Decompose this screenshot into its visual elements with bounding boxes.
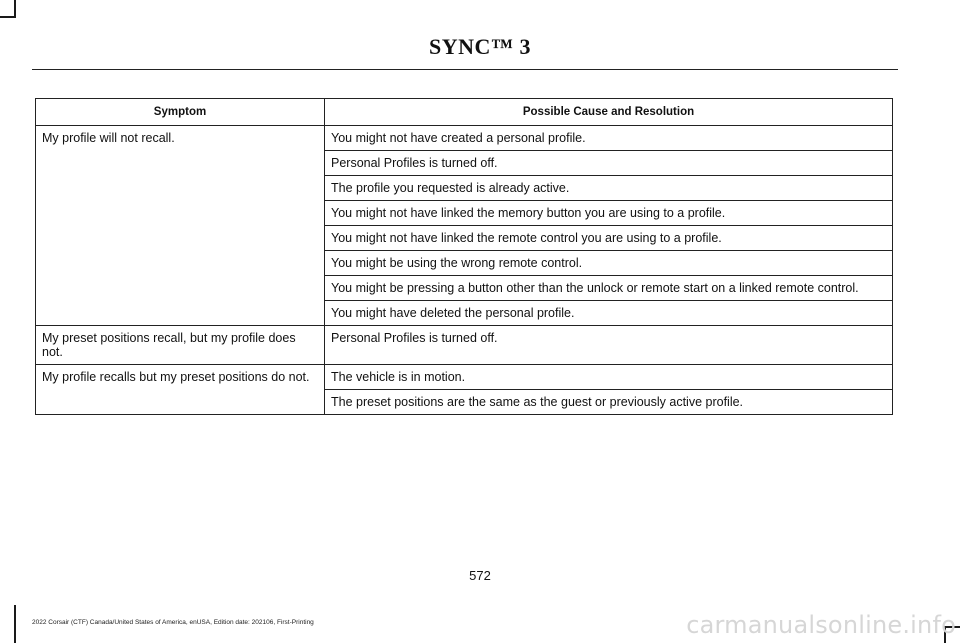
cause-cell: Personal Profiles is turned off. <box>325 326 893 365</box>
table-row <box>36 365 893 390</box>
table-row <box>36 326 893 365</box>
table-header-row <box>36 99 893 126</box>
cause-cell: The preset positions are the same as the guest or previously active profile. <box>325 390 893 415</box>
symptom-cell: My profile recalls but my preset positions do not. <box>36 365 325 415</box>
cause-cell: You might have deleted the personal profile. <box>325 301 893 326</box>
symptom-cell: My preset positions recall, but my profile does not. <box>36 326 325 365</box>
cause-cell: Personal Profiles is turned off. <box>325 151 893 176</box>
crop-mark-bottom-left-vertical <box>14 605 16 643</box>
cause-cell: You might not have created a personal profile. <box>325 126 893 151</box>
page-title: SYNC™ 3 <box>429 34 531 59</box>
cause-cell: You might be pressing a button other than the unlock or remote start on a linked remote control. <box>325 276 893 301</box>
cause-cell: The vehicle is in motion. <box>325 365 893 390</box>
column-header-cause: Possible Cause and Resolution <box>325 99 893 126</box>
cause-cell: You might be using the wrong remote control. <box>325 251 893 276</box>
header-divider <box>32 69 898 70</box>
cause-cell: The profile you requested is already active. <box>325 176 893 201</box>
edition-footer: 2022 Corsair (CTF) Canada/United States of America, enUSA, Edition date: 202106, First-Printing <box>32 619 314 626</box>
page-number: 572 <box>469 568 491 583</box>
cause-cell: You might not have linked the memory button you are using to a profile. <box>325 201 893 226</box>
watermark: carmanualsonline.info <box>686 611 956 639</box>
table-row <box>36 126 893 151</box>
cause-cell: You might not have linked the remote control you are using to a profile. <box>325 226 893 251</box>
symptom-cell: My profile will not recall. <box>36 126 325 326</box>
troubleshooting-table <box>35 98 893 415</box>
column-header-symptom: Symptom <box>36 99 325 126</box>
crop-mark-top-left-horizontal <box>0 16 16 18</box>
